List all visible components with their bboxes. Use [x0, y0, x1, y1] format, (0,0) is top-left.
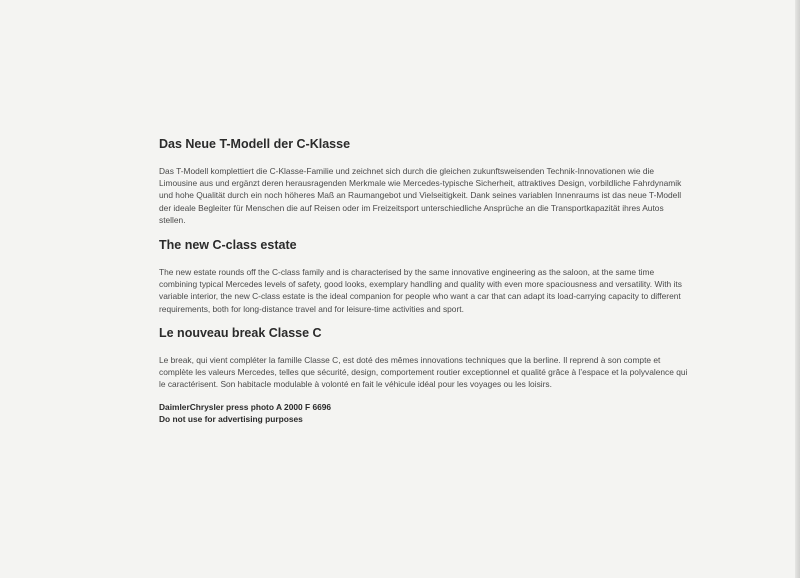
- usage-restriction: Do not use for advertising purposes: [159, 414, 303, 425]
- english-heading: The new C-class estate: [159, 238, 297, 253]
- english-paragraph: The new estate rounds off the C-class family and is characterised by the same innovative engineering as the saloon, at the same time combining typical Mercedes levels of safety, good looks, exemplary handling and quality with even more spaciousness and versatility. With its variable interior, the new C-class estate is the ideal companion for people who want a car that can adapt its load-carrying capacity to different requirements, both for long-distance travel and for leisure-time activities and sport.: [159, 267, 682, 314]
- press-photo-id: DaimlerChrysler press photo A 2000 F 6696: [159, 402, 332, 413]
- german-heading: Das Neue T-Modell der C-Klasse: [159, 137, 351, 151]
- french-heading: Le nouveau break Classe C: [159, 325, 322, 340]
- text-block: [159, 136, 689, 425]
- french-paragraph: Le break, qui vient compléter la famille Classe C, est doté des mêmes innovations techniques que la berline. Il reprend à son compte et complète les valeurs Mercedes, telles que sécurité, design, comportement routier exceptionnel et qualité grâce à l’espace et la polyvalence qui le caractérisent. Son habitacle modulable à volonté en fait le véhicule idéal pour les voyages ou les loisirs.: [159, 354, 688, 390]
- german-paragraph: Das T-Modell komplettiert die C-Klasse-Familie und zeichnet sich durch die gleichen zukunftsweisenden Technik-Innovationen wie die Limousine aus und ergänzt deren herausragenden Merkmale wie Mercedes-typische Sicherheit, attraktives Design, vorbildliche Fahrdynamik und hohe Qualität durch ein noch höheres Maß an Raumangebot und Vielseitigkeit. Dank seines variablen Innenraums ist das neue T-Modell der ideale Begleiter für Menschen die auf Reisen oder im Freizeitsport unterschiedliche Ansprüche an die Transportkapazität ihres Autos stellen.: [159, 166, 682, 225]
- page-edge: [795, 0, 800, 578]
